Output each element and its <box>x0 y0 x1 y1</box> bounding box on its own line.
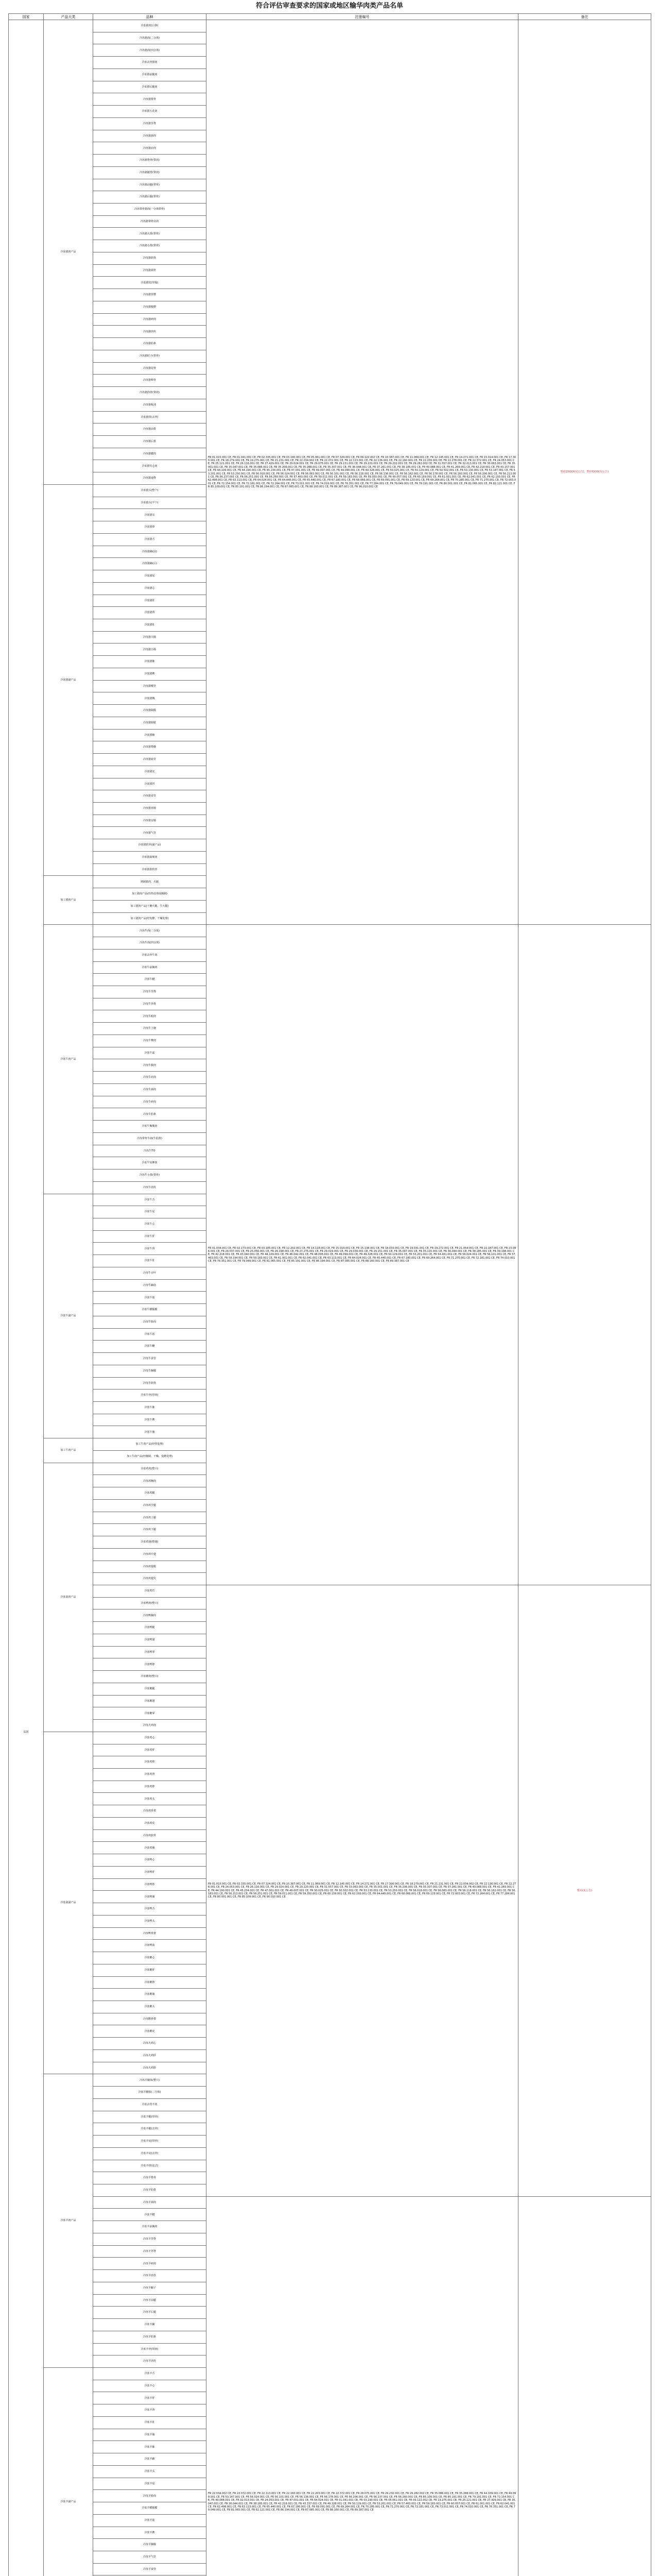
product-cell: 冷冻羊肾 <box>93 2404 206 2417</box>
product-cell: 冷冻羊头 <box>93 2465 206 2478</box>
product-cell: 冷冻猪脊骨(带肉) <box>93 155 206 167</box>
product-cell: 冷冻牛骨(带肉) <box>93 1389 206 1402</box>
product-cell: 冷冻鸡上腿 <box>93 1512 206 1524</box>
header-country: 国家 <box>9 14 44 20</box>
product-cell: 冷冻牛蹄筋 <box>93 1279 206 1292</box>
product-cell: 冷冻猪血管 <box>93 754 206 766</box>
product-cell: 冷冻猪隔膜 <box>93 705 206 717</box>
product-cell: 冷冻牛肾 <box>93 1243 206 1255</box>
product-cell: 冷冻猪碎肉 <box>93 313 206 326</box>
product-cell: 冷冻鸭心 <box>93 1854 206 1867</box>
product-cell: 冷冻羊心 <box>93 2380 206 2392</box>
product-cell: 冷冻猪胃 <box>93 778 206 790</box>
product-cell: 冷冻牛腹肉 <box>93 1059 206 1072</box>
product-cell: 冷冻猪膀胱 <box>93 717 206 729</box>
product-cell: 冷冻猪棒骨 <box>93 375 206 387</box>
product-cell: 冷冻牛肉块 <box>93 1181 206 1194</box>
product-cell: 冷冻牛肚 <box>93 1255 206 1267</box>
product-cell: 冷冻鸭骨架 <box>93 1927 206 1940</box>
product-cell: 冷冻鸭胸肉 <box>93 1609 206 1622</box>
product-cell: 冷冻羊肺 <box>93 2441 206 2453</box>
category-cell: 冷冻羊副产品 <box>44 2368 93 2576</box>
product-cell: 冷冻鸡皮 <box>93 1817 206 1829</box>
product-cell: 冷冻牛筋 <box>93 1292 206 1304</box>
product-cell: 冷冻牛肉(二分体) <box>93 925 206 937</box>
product-cell: 冷冻羊前腿 <box>93 2294 206 2307</box>
table-row <box>9 925 651 937</box>
product-cell: 冷冻鸡骨架 <box>93 1805 206 1818</box>
product-cell: 冷冻羊前胸肉 <box>93 2221 206 2233</box>
product-cell: 冷冻猪肉块 <box>93 326 206 338</box>
product-cell: 冷冻鸭血 <box>93 1940 206 1952</box>
table-header-row <box>9 14 651 20</box>
product-cell: 冷冻羊肋条 <box>93 2331 206 2343</box>
product-cell: 冷冻鸡胗 <box>93 1756 206 1769</box>
note-cell: 暂停2XXXX(见公告)，暂停XXXX(见公告) <box>518 20 651 925</box>
table-body <box>9 20 651 2576</box>
product-cell: 熟制猪肉、火腿 <box>93 876 206 888</box>
product-cell: 冷冻鹅头 <box>93 2001 206 2013</box>
product-cell: 冷冻鹅腿 <box>93 1683 206 1695</box>
product-cell: 冷冻猪直肠 <box>93 803 206 815</box>
product-cell: 冷冻牛脾 <box>93 1414 206 1426</box>
product-cell: 冷冻猪皮 <box>93 766 206 778</box>
product-cell: 冷冻牛肩肉 <box>93 1072 206 1084</box>
product-cell: 冷冻鸡脖 <box>93 1781 206 1793</box>
category-cell: 冷冻牛副产品 <box>44 1194 93 1438</box>
product-cell: 冷冻猪带骨肩肉 <box>93 215 206 228</box>
product-cell: 冷冻羊腩 <box>93 2319 206 2331</box>
product-cell: 冷冻猪头(半个) <box>93 497 206 509</box>
product-cell: 冷冻猪盲肠 <box>93 815 206 827</box>
product-cell: 冷冻猪腿骨(带肉) <box>93 166 206 179</box>
product-cell: 冷冻猪肚 <box>93 619 206 631</box>
product-cell: 冷冻牛里脊 <box>93 986 206 998</box>
product-cell: 加工猪肉产品(经发酵、干燥处理) <box>93 912 206 925</box>
product-cell: 冷冻牛横膈膜 <box>93 1304 206 1316</box>
product-cell: 冷冻牛T骨 <box>93 1145 206 1157</box>
product-cell: 冷冻鸡软骨 <box>93 1829 206 1842</box>
registration-codes-cell: FR 01.015.001 CE, FR 02.335.001 CE, FR 07.324.001 CE, FR 10.387.001 CE, FR 11.069.001 CE, FR 12.145.001 CE, FR 14.271.001 CE, FR 17.300.001 CE, FR 18.279.001 CE, FR 21.231.001 CE, FR 22.034.002 CE, FR 22.136.001 CE, FR 22.278.001 CE, FR 24.053.001 CE, FR 26.116.001 CE, FR 29.024.001 CE, FR 29.220.001 CE, FR 31.557.001 CE, FR 33.063.001 CE, FR 35.001.001 CE, FR 35.206.001 CE, FR 35.307.001 CE, FR 37.261.001 CE, FR 40.088.001 CE, FR 41.269.001 CE, FR 44.190.001 CE, FR 45.234.001 CE, FR 47.001.001 CE, FR 49.007.001 CE, FR 50.025.001 CE, FR 50.502.001 CE, FR 53.130.001 CE, FR 53.250.001 CE, FR 56.018.001 CE, FR 56.083.001 CE, FR 56.118.001 CE, FR 56.162.001 CE, FR 56.183.001 CE, FR 56.213.001 CE, FR 56.251.001 CE, FR 59.011.001 CE, FR 59.350.001 CE, FR 60.159.001 CE, FR 62.193.001 CE, FR 64.445.001 CE, FR 68.066.001 CE, FR 69.123.001 CE, FR 72.003.001 CE, FR 72.264.001 CE, FR 77.284.001 CE, FR 80.001.001 CE, FR 85.109.001 CE, FR 90.010.001 CE <box>206 1585 518 2197</box>
product-cell: 冷冻火鸡胗 <box>93 2062 206 2074</box>
product-cell: 冷冻鹅肠 <box>93 1989 206 2001</box>
product-cell: 冷冻鸭肝 <box>93 1866 206 1878</box>
registration-codes-cell: FR 01.034.001 CE, FR 02.173.001 CE, FR 03.185.001 CE, FR 12.202.001 CE, FR 14.118.001 CE, FR 15.014.001 CE, FR 15.138.001 CE, FR 18.033.001 CE, FR 19.031.001 CE, FR 19.272.001 CE, FR 21.054.001 CE, FR 22.187.001 CE, FR 23.096.001 CE, FR 24.037.001 CE, FR 25.056.001 CE, FR 26.198.001 CE, FR 27.275.001 CE, FR 29.019.001 CE, FR 29.039.001 CE, FR 29.151.001 CE, FR 35.047.001 CE, FR 35.115.001 CE, FR 36.044.001 CE, FR 38.185.001 CE, FR 39.198.001 CE, FR 42.218.001 CE, FR 43.040.001 CE, FR 44.109.001 CE, FR 46.042.001 CE, FR 48.095.001 CE, FR 49.099.001 CE, FR 49.328.001 CE, FR 50.129.001 CE, FR 53.201.001 CE, FR 54.431.001 CE, FR 56.024.001 CE, FR 56.101.001 CE, FR 57.463.001 CE, FR 58.194.001 CE, FR 59.183.001 CE, FR 61.001.001 CE, FR 62.041.001 CE, FR 63.113.001 CE, FR 64.024.001 CE, FR 65.440.001 CE, FR 67.180.001 CE, FR 69.264.001 CE, FR 71.270.001 CE, FR 72.181.001 CE, FR 74.010.001 CE, FR 76.351.001 CE, FR 79.049.001 CE, FR 81.065.001 CE, FR 85.191.001 CE, FR 86.194.001 CE, FR 87.085.001 CE, FR 88.160.001 CE, FR 89.387.001 CE <box>206 925 518 1585</box>
product-cell: 冷冻鸡腿 <box>93 1487 206 1500</box>
product-cell: 冷冻羊腿(带骨) <box>93 2111 206 2123</box>
registration-codes-cell: FR 22.034.002 CE, FR 22.072.001 CE, FR 22.113.001 CE, FR 22.160.001 CE, FR 22.203.001 CE, FR 22.372.001 CE, FR 29.075.001 CE, FR 29.232.001 CE, FR 29.282.002 CE, FR 35.086.001 CE, FR 35.288.001 CE, FR 44.109.001 CE, FR 49.099.001 CE, FR 53.147.001 CE, FR 56.024.001 CE, FR 56.101.001 CE, FR 56.136.001 CE, FR 56.178.001 CE, FR 56.206.001 CE, FR 56.237.001 CE, FR 56.260.001 CE, FR 85.109.001 CE, FR 85.191.001 CE, FR 79.191.001 CE, FR 72.154.001 CE, FR 40.088.001 CE, FR 32.013.001 CE, FR 24.053.001 CE, FR 47.001.001 CE, FR 64.024.001 CE, FR 01.041.001 CE, FR 03.190.001 CE, FR 05.061.001 CE, FR 09.122.002 CE, FR 19.275.001 CE, FR 25.121.001 CE, FR 27.429.001 CE, FR 35.047.001 CE, FR 36.044.001 CE, FR 38.185.001 CE, FR 42.218.001 CE, FR 43.157.001 CE, FR 49.328.001 CE, FR 50.129.001 CE, FR 53.201.001 CE, FR 57.463.001 CE, FR 59.183.001 CE, FR 60.057.001 CE, FR 61.001.001 CE, FR 62.041.001 CE, FR 62.498.001 CE, FR 63.113.001 CE, FR 65.440.001 CE, FR 67.180.001 CE, FR 69.091.001 CE, FR 69.264.001 CE, FR 70.285.001 CE, FR 71.270.001 CE, FR 72.181.001 CE, FR 73.011.001 CE, FR 74.010.001 CE, FR 76.351.001 CE, FR 79.049.001 CE, FR 81.065.001 CE, FR 82.121.001 CE, FR 86.194.001 CE, FR 87.085.001 CE, FR 88.160.001 CE, FR 89.387.001 CE <box>206 2196 518 2576</box>
product-cell: 冷冻鸭胗 <box>93 1878 206 1891</box>
product-cell: 冷冻猪肋软骨 <box>93 863 206 876</box>
product-cell: 冷冻猪面颊肉 <box>93 851 206 863</box>
product-cell: 冷冻羊腱 <box>93 2209 206 2221</box>
product-cell: 冷冻牛外脊 <box>93 998 206 1010</box>
product-cell: 冷冻羊肠 <box>93 2429 206 2441</box>
category-cell: 冷冻禽副产品 <box>44 1732 93 2074</box>
header-codes: 注册编号 <box>206 14 518 20</box>
product-cell: 冷冻猪夹心肉 <box>93 460 206 472</box>
product-cell: 冷冻猪小排(带骨) <box>93 240 206 252</box>
product-cell: 加工牛肉产品(经腌制、干燥、发酵处理) <box>93 1450 206 1463</box>
product-cell: 冷冻羊横膈膜 <box>93 2502 206 2515</box>
table-row <box>9 2196 651 2209</box>
product-cell: 冷冻牛胸腺 <box>93 1365 206 1377</box>
product-cell: 冷冻羊肉卷 <box>93 2270 206 2282</box>
product-cell: 冷冻牛上脑 <box>93 1023 206 1035</box>
product-cell: 冷冻猪大肠 <box>93 631 206 643</box>
product-cell: 冷冻羊颈肉 <box>93 2196 206 2209</box>
category-cell: 冷冻禽肉产品 <box>44 1463 93 1732</box>
product-cell: 冷冻羊食管 <box>93 2563 206 2575</box>
product-cell: 冷冻鸡肉(整只) <box>93 1463 206 1475</box>
category-cell: 加工牛肉产品 <box>44 1438 93 1463</box>
product-cell: 冷冻鸭掌 <box>93 1646 206 1658</box>
product-cell: 冷冻猪肉(白条) <box>93 20 206 32</box>
product-cell: 冷冻鸡爪 <box>93 1585 206 1598</box>
product-cell: 冷冻牛脸肉 <box>93 1316 206 1328</box>
product-cell: 冷冻牛食管 <box>93 1353 206 1365</box>
product-cell: 冷冻鹅骨架 <box>93 2013 206 2025</box>
product-cell: 冷冻猪肉(二分体) <box>93 32 206 44</box>
product-cell: 冷冻羊外脊 <box>93 2245 206 2258</box>
product-cell: 冷冻猪尾骨 <box>93 362 206 375</box>
product-cell: 冷冻牛肺 <box>93 1401 206 1414</box>
product-cell: 冷冻猪软骨(副产品) <box>93 839 206 852</box>
product-cell: 冷冻羊脊骨 <box>93 2172 206 2184</box>
product-cell: 加工猪肉产品(经热处理或腌制) <box>93 888 206 901</box>
product-cell: 冷冻羊肉块 <box>93 2355 206 2368</box>
product-cell: 冷冻鹅肝 <box>93 1964 206 1976</box>
product-cell: 冷冻猪脊髓 <box>93 741 206 754</box>
product-cell: 冷冻猪鼻 <box>93 521 206 534</box>
product-cell: 冷冻鸡翅尖 <box>93 1573 206 1585</box>
product-cell: 冷冻猪肺 <box>93 656 206 668</box>
product-cell: 冷冻羊胸腺 <box>93 2539 206 2551</box>
product-cell: 冷冻猪板油 <box>93 399 206 411</box>
product-cell: 冷冻牛百叶 <box>93 1267 206 1279</box>
product-cell: 冷冻牛胸腹肉 <box>93 1121 206 1133</box>
product-cell: 冷冻带骨猪肉(一分体带骨) <box>93 204 206 216</box>
product-cell: 冷冻火鸡肝 <box>93 2049 206 2062</box>
product-cell: 冷冻羊里脊 <box>93 2233 206 2245</box>
product-cell: 冷冻去骨牛肉 <box>93 949 206 961</box>
category-cell: 冷冻猪副产品 <box>44 484 93 876</box>
product-cell: 冷冻火鸡心 <box>93 2038 206 2050</box>
product-cell: 冷冻羊蝎子 <box>93 2282 206 2294</box>
product-cell: 冷冻鹅肉(整只) <box>93 1671 206 1683</box>
product-cell: 冷冻猪背膘 <box>93 289 206 301</box>
table-row <box>9 20 651 32</box>
product-cell: 冷冻牛霖 <box>93 1047 206 1059</box>
country-cell: 法国 <box>9 20 44 2576</box>
product-cell: 冷冻鸭头 <box>93 1915 206 1927</box>
product-cell: 冷冻羊尾 <box>93 2478 206 2490</box>
product-cell: 冷冻牛唇 <box>93 1328 206 1341</box>
product-cell: 冷冻鸭脖 <box>93 1658 206 1671</box>
product-cell: 冷冻鹅心 <box>93 1952 206 1964</box>
product-cell: 冷冻鸡下腿 <box>93 1524 206 1536</box>
product-cell: 冷冻猪腹膘 <box>93 301 206 313</box>
product-cell: 冷冻猪筒骨(带肉) <box>93 387 206 399</box>
product-cell: 冷冻牛鞭 <box>93 1341 206 1353</box>
product-cell: 冷冻猪尾 <box>93 570 206 583</box>
product-cell: 冷冻牛肩胛肉 <box>93 1157 206 1170</box>
product-cell: 冷冻猪前腿肉 <box>93 69 206 81</box>
product-cell: 冷冻猪蹄(后) <box>93 558 206 570</box>
product-cell: 冷冻带骨牛肉(牛肋排) <box>93 1132 206 1145</box>
product-cell: 冷冻鸭舌 <box>93 1903 206 1916</box>
registration-codes-cell: FR 01.015.001 CE, FR 01.041.001 CE, FR 02.335.001 CE, FR 03.190.001 CE, FR 05.061.001 CE, FR 07.324.001 CE, FR 09.122.002 CE, FR 10.387.001 CE, FR 11.069.001 CE, FR 12.145.001 CE, FR 14.271.001 CE, FR 15.014.001 CE, FR 17.300.001 CE, FR 18.279.001 CE, FR 19.275.001 CE, FR 21.231.001 CE, FR 22.034.002 CE, FR 22.072.001 CE, FR 22.113.001 CE, FR 22.136.001 CE, FR 22.160.001 CE, FR 22.203.001 CE, FR 22.278.001 CE, FR 22.372.001 CE, FR 24.053.001 CE, FR 25.121.001 CE, FR 26.116.001 CE, FR 27.429.001 CE, FR 29.024.001 CE, FR 29.075.001 CE, FR 29.151.001 CE, FR 29.220.001 CE, FR 29.232.001 CE, FR 29.282.002 CE, FR 31.557.001 CE, FR 32.013.001 CE, FR 33.063.001 CE, FR 35.001.001 CE, FR 35.047.001 CE, FR 35.086.001 CE, FR 35.206.001 CE, FR 35.288.001 CE, FR 35.307.001 CE, FR 36.044.001 CE, FR 37.261.001 CE, FR 38.185.001 CE, FR 40.088.001 CE, FR 41.269.001 CE, FR 42.218.001 CE, FR 43.157.001 CE, FR 44.109.001 CE, FR 44.190.001 CE, FR 45.234.001 CE, FR 47.001.001 CE, FR 49.007.001 CE, FR 49.099.001 CE, FR 49.328.001 CE, FR 50.025.001 CE, FR 50.129.001 CE, FR 50.502.001 CE, FR 53.130.001 CE, FR 53.147.001 CE, FR 53.201.001 CE, FR 53.250.001 CE, FR 56.018.001 CE, FR 56.024.001 CE, FR 56.083.001 CE, FR 56.101.001 CE, FR 56.118.001 CE, FR 56.136.001 CE, FR 56.162.001 CE, FR 56.178.001 CE, FR 56.183.001 CE, FR 56.206.001 CE, FR 56.213.001 CE, FR 56.237.001 CE, FR 56.251.001 CE, FR 56.260.001 CE, FR 57.463.001 CE, FR 59.011.001 CE, FR 59.183.001 CE, FR 59.350.001 CE, FR 60.057.001 CE, FR 60.159.001 CE, FR 61.001.001 CE, FR 62.041.001 CE, FR 62.193.001 CE, FR 62.498.001 CE, FR 63.113.001 CE, FR 64.024.001 CE, FR 64.445.001 CE, FR 65.440.001 CE, FR 67.180.001 CE, FR 68.066.001 CE, FR 69.091.001 CE, FR 69.123.001 CE, FR 69.264.001 CE, FR 70.285.001 CE, FR 71.270.001 CE, FR 72.003.001 CE, FR 72.154.001 CE, FR 72.181.001 CE, FR 72.264.001 CE, FR 73.011.001 CE, FR 74.010.001 CE, FR 76.351.001 CE, FR 77.284.001 CE, FR 79.049.001 CE, FR 79.191.001 CE, FR 80.001.001 CE, FR 81.065.001 CE, FR 82.121.001 CE, FR 85.109.001 CE, FR 85.191.001 CE, FR 86.194.001 CE, FR 87.085.001 CE, FR 88.160.001 CE, FR 89.387.001 CE, FR 90.010.001 CE <box>206 20 518 925</box>
product-cell: 冷冻鸭翅 <box>93 1634 206 1646</box>
product-cell: 冷冻猪脾 <box>93 668 206 680</box>
product-cell: 冷冻牛舌 <box>93 1194 206 1206</box>
product-cell: 冷冻牛腱 <box>93 974 206 986</box>
product-cell: 加工牛肉产品(经热处理) <box>93 1438 206 1451</box>
product-cell: 冷冻牛尾 <box>93 1206 206 1218</box>
header-note: 备注 <box>518 14 651 20</box>
product-cell: 冷冻猪肝 <box>93 595 206 607</box>
product-cell: 冷冻羊肋排 <box>93 2184 206 2196</box>
product-cell: 冷冻猪心 <box>93 582 206 595</box>
product-cell: 冷冻牛前胸肉 <box>93 961 206 974</box>
product-cell: 冷冻鸡心 <box>93 1732 206 1744</box>
product-cell: 冷冻去骨羊肉 <box>93 2098 206 2111</box>
product-cell: 冷冻猪里脊 <box>93 117 206 130</box>
product-cell: 冷冻火鸡肉 <box>93 1720 206 1732</box>
product-cell: 冷冻猪后腿肉 <box>93 81 206 93</box>
product-cell: 冷冻鸭腿 <box>93 1622 206 1634</box>
product-cell: 冷冻牛臀肉 <box>93 1035 206 1047</box>
product-cell: 冷冻羊脾 <box>93 2527 206 2539</box>
product-cell: 冷冻鸭肠 <box>93 1891 206 1903</box>
product-cell: 冷冻猪喉管 <box>93 680 206 692</box>
product-cell: 冷冻牛软骨 <box>93 1377 206 1389</box>
product-cell: 冷冻鸡胸肉 <box>93 1475 206 1487</box>
product-cell: 冷冻去骨猪肉 <box>93 57 206 69</box>
category-cell: 冷冻羊肉产品 <box>44 2074 93 2368</box>
product-cell: 冷冻猪五花肉 <box>93 106 206 118</box>
product-cell: 冷冻猪气管 <box>93 827 206 839</box>
product-cell: 冷冻鸡肝 <box>93 1744 206 1756</box>
product-cell: 冷冻羊肚 <box>93 2416 206 2429</box>
product-cell: 冷冻牛肉(四分体) <box>93 937 206 950</box>
product-cell: 冷冻鸡全腿 <box>93 1499 206 1512</box>
header-product: 品种 <box>93 14 206 20</box>
product-cell: 冷冻羊筋 <box>93 2514 206 2527</box>
product-cell: 冷冻鹅皮 <box>93 2025 206 2038</box>
product-cell: 冷冻猪肋条 <box>93 338 206 350</box>
product-cell: 冷冻猪排(去骨) <box>93 411 206 423</box>
product-cell: 冷冻羊蹄 <box>93 2453 206 2466</box>
product-cell: 冷冻羊肩(带骨) <box>93 2136 206 2148</box>
product-cell: 冷冻猪肉(四分体) <box>93 44 206 57</box>
product-cell: 冷冻牛眼肉 <box>93 1010 206 1023</box>
product-cell: 冷冻鹅翅 <box>93 1695 206 1707</box>
product-cell: 冷冻鸡翅(整翅) <box>93 1536 206 1549</box>
product-cell: 冷冻猪颈骨 <box>93 264 206 277</box>
product-cell: 冷冻猪蹄(前) <box>93 546 206 558</box>
product-cell: 冷冻羊气管 <box>93 2551 206 2564</box>
category-cell: 冷冻牛肉产品 <box>44 925 93 1194</box>
header-category: 产品大类 <box>44 14 93 20</box>
note-cell <box>518 925 651 1585</box>
product-cell: 冷冻猪排骨 <box>93 93 206 106</box>
product-list-table <box>8 13 651 2576</box>
product-cell: 冷冻羊肝 <box>93 2392 206 2404</box>
product-cell: 冷冻猪后腿(带骨) <box>93 191 206 204</box>
product-cell: 冷冻猪大排(带骨) <box>93 228 206 240</box>
note-cell <box>518 2196 651 2576</box>
product-cell: 加工猪肉产品(干腌火腿、生火腿) <box>93 900 206 912</box>
product-cell: 冷冻牛肠 <box>93 1426 206 1438</box>
product-cell: 冷冻猪颈肉 <box>93 130 206 142</box>
category-cell: 冷冻猪肉产品 <box>44 20 93 485</box>
product-cell: 冷冻猪前腿(带骨) <box>93 179 206 191</box>
product-cell: 冷冻牛碎肉 <box>93 1096 206 1108</box>
page-title: 符合评估审查要求的国家或地区输华肉类产品名单 <box>255 2 403 10</box>
note-cell: 暂停(见公告) <box>518 1585 651 2197</box>
product-cell: 冷冻鸡头 <box>93 1793 206 1805</box>
product-cell: 冷冻猪肩肉 <box>93 142 206 155</box>
product-cell: 冷冻猪后排 <box>93 435 206 448</box>
product-cell: 冷冻鹅掌 <box>93 1707 206 1720</box>
product-cell: 冷冻猪小肠 <box>93 643 206 656</box>
product-cell: 冷冻羊肩(去骨) <box>93 2147 206 2160</box>
product-cell: 冷冻羊脸肉 <box>93 2490 206 2502</box>
product-cell: 冷冻猪前排 <box>93 423 206 436</box>
product-cell: 冷冻牛颈肉 <box>93 1083 206 1096</box>
product-cell: 冷冻羊碎肉 <box>93 2258 206 2270</box>
product-cell: 冷冻羊骨(带肉) <box>93 2343 206 2355</box>
product-cell: 冷冻羊排(法式) <box>93 2160 206 2172</box>
product-cell: 冷冻牛肋条 <box>93 1108 206 1121</box>
product-cell: 冷冻鸭肉(整只) <box>93 1597 206 1609</box>
product-cell: 冷冻羊胴体(整只) <box>93 2074 206 2087</box>
product-cell: 冷冻鸡肾 <box>93 1769 206 1781</box>
product-cell: 冷冻猪通脊 <box>93 472 206 485</box>
product-cell: 冷冻羊胴体(二分体) <box>93 2087 206 2099</box>
product-cell: 冷冻猪肾 <box>93 607 206 619</box>
product-cell: 冷冻牛心 <box>93 1218 206 1230</box>
product-cell: 冷冻猪食管 <box>93 790 206 803</box>
category-cell: 加工猪肉产品 <box>44 876 93 925</box>
product-cell: 冷冻猪腱肉 <box>93 448 206 460</box>
product-cell: 冷冻羊腿(去骨) <box>93 2123 206 2136</box>
product-cell: 冷冻鸡翅根 <box>93 1561 206 1573</box>
product-cell: 冷冻鸡肠 <box>93 1842 206 1854</box>
product-cell: 冷冻羊后腿 <box>93 2307 206 2319</box>
product-cell: 冷冻鸡中翅 <box>93 1548 206 1561</box>
product-cell: 冷冻猪皮(带脂) <box>93 277 206 289</box>
product-cell: 冷冻猪软骨 <box>93 252 206 264</box>
product-cell: 冷冻牛小排(带骨) <box>93 1170 206 1182</box>
product-cell: 冷冻鹅胗 <box>93 1976 206 1989</box>
product-cell: 冷冻猪脑 <box>93 729 206 741</box>
product-cell: 冷冻猪耳 <box>93 509 206 521</box>
product-cell: 冷冻牛肝 <box>93 1230 206 1243</box>
table-row <box>9 1585 651 1598</box>
product-cell: 冷冻羊舌 <box>93 2368 206 2380</box>
product-cell: 冷冻猪胰 <box>93 692 206 705</box>
product-cell: 冷冻猪肘子(带骨) <box>93 350 206 362</box>
product-cell: 冷冻猪舌 <box>93 533 206 546</box>
product-cell: 冷冻猪头(整个) <box>93 484 206 497</box>
